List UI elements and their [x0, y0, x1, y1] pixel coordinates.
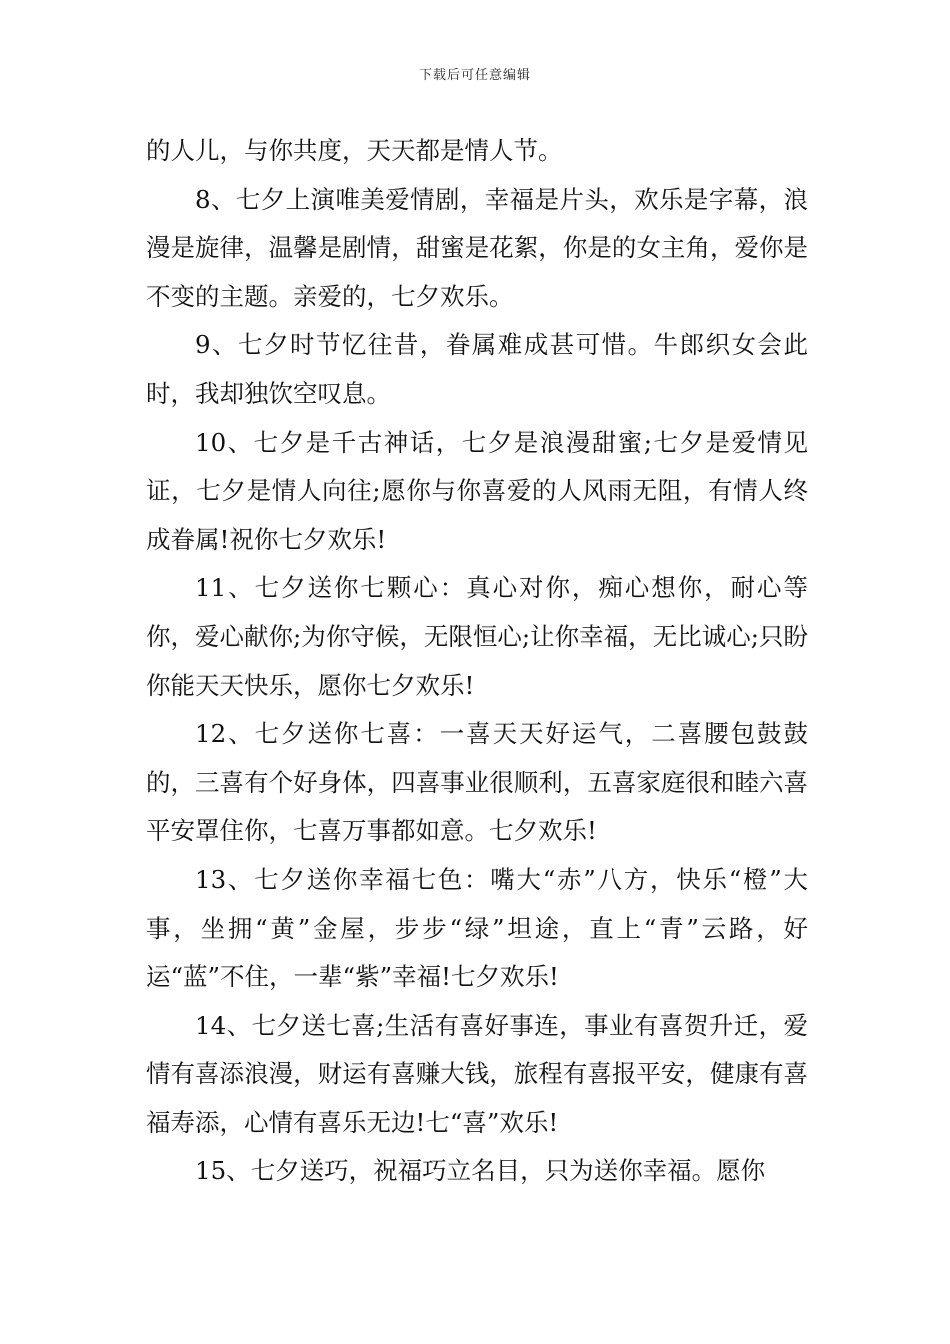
document-body: [146, 127, 808, 1196]
paragraph-continuation: 的人儿，与你共度，天天都是情人节。: [146, 136, 563, 165]
paragraph-10: 10、七夕是千古神话，七夕是浪漫甜蜜;七夕是爱情见证，七夕是情人向往;愿你与你喜爱的人风雨无阻，有情人终成眷属!祝你七夕欢乐!: [146, 427, 808, 554]
paragraph-12: 12、七夕送你七喜：一喜天天好运气，二喜腰包鼓鼓的，三喜有个好身体，四喜事业很顺利，五喜家庭很和睦六喜平安罩住你，七喜万事都如意。七夕欢乐!: [146, 719, 808, 846]
page-header: 下载后可任意编辑: [418, 68, 531, 83]
paragraph-11: 11、七夕送你七颗心：真心对你，痴心想你，耐心等你，爱心献你;为你守候，无限恒心;让你幸福，无比诚心;只盼你能天天快乐，愿你七夕欢乐!: [146, 573, 808, 700]
paragraph-13: 13、七夕送你幸福七色：嘴大“赤”八方，快乐“橙”大事，坐拥“黄”金屋，步步“绿”坦途，直上“青”云路，好运“蓝”不住，一辈“紫”幸福!七夕欢乐!: [146, 864, 808, 992]
paragraph-14: 14、七夕送七喜;生活有喜好事连，事业有喜贺升迁，爱情有喜添浪漫，财运有喜赚大钱，旅程有喜报平安，健康有喜福寿添，心情有喜乐无边!七“喜”欢乐!: [146, 1010, 808, 1137]
paragraph-9: 9、七夕时节忆往昔，眷属难成甚可惜。牛郎织女会此时，我却独饮空叹息。: [146, 330, 808, 408]
paragraph-15: 15、七夕送巧，祝福巧立名目，只为送你幸福。愿你: [195, 1156, 766, 1186]
paragraph-8: 8、七夕上演唯美爱情剧，幸福是片头，欢乐是字幕，浪漫是旋律，温馨是剧情，甜蜜是花絮，你是的女主角，爱你是不变的主题。亲爱的，七夕欢乐。: [146, 184, 808, 311]
